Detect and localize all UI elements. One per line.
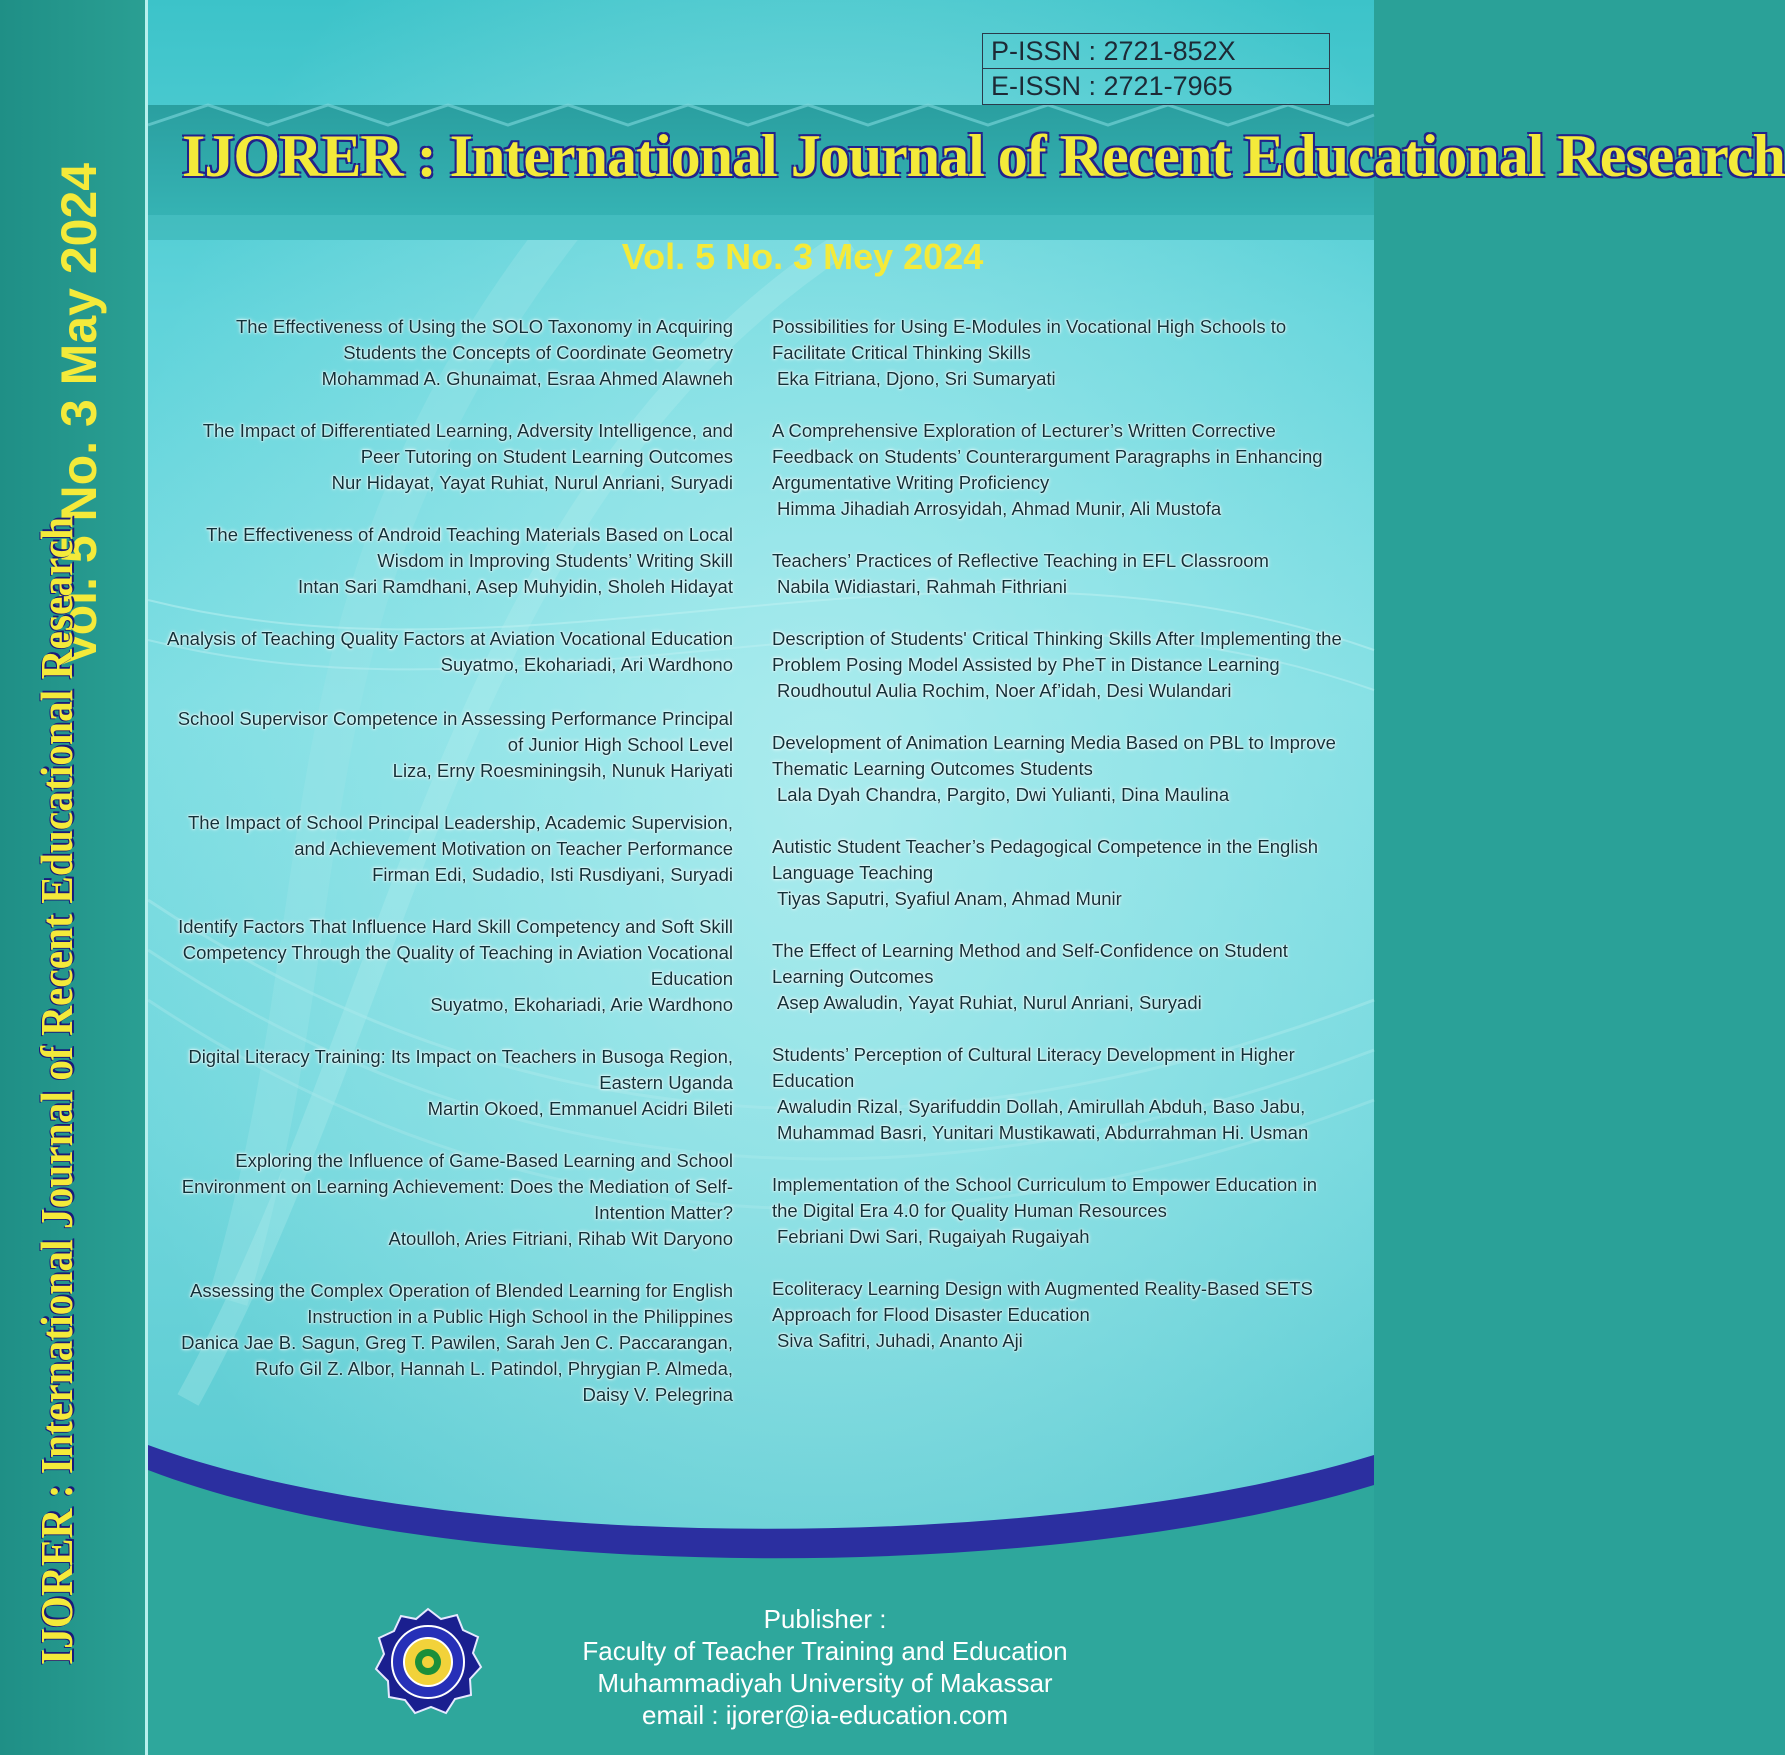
article-entry — [138, 914, 733, 1018]
article-entry — [138, 418, 733, 496]
article-authors: Febriani Dwi Sari, Rugaiyah Rugaiyah — [777, 1226, 1090, 1247]
article-title: Ecoliteracy Learning Design with Augmented Reality-Based SETS — [772, 1278, 1313, 1299]
issn-box — [982, 33, 1330, 105]
article-title: Autistic Student Teacher’s Pedagogical Competence in the English — [772, 836, 1319, 857]
article-authors: Daisy V. Pelegrina — [582, 1384, 733, 1405]
article-entry — [772, 1172, 1362, 1250]
article-entry — [138, 1148, 733, 1252]
article-title: Eastern Uganda — [599, 1072, 733, 1093]
article-title: Digital Literacy Training: Its Impact on Teachers in Busoga Region, — [188, 1046, 733, 1067]
article-title: the Digital Era 4.0 for Quality Human Resources — [772, 1200, 1167, 1221]
electronic-issn: E-ISSN : 2721-7965 — [983, 68, 1329, 103]
article-title: Approach for Flood Disaster Education — [772, 1304, 1090, 1325]
spine-title: IJORER : International Journal of Recent Educational Research — [31, 516, 82, 1665]
article-authors: Atoulloh, Aries Fitriani, Rihab Wit Daryono — [388, 1228, 733, 1249]
article-title: Assessing the Complex Operation of Blended Learning for English — [190, 1280, 733, 1301]
article-authors: Suyatmo, Ekohariadi, Ari Wardhono — [440, 654, 733, 675]
article-title: Implementation of the School Curriculum to Empower Education in — [772, 1174, 1317, 1195]
article-title: Exploring the Influence of Game-Based Learning and School — [235, 1150, 733, 1171]
article-authors: Nabila Widiastari, Rahmah Fithriani — [777, 576, 1067, 597]
article-title: Peer Tutoring on Student Learning Outcomes — [360, 446, 733, 467]
article-title: Students’ Perception of Cultural Literacy Development in Higher — [772, 1044, 1295, 1065]
article-entry — [138, 626, 733, 678]
article-authors: Martin Okoed, Emmanuel Acidri Bileti — [427, 1098, 733, 1119]
university-seal-icon — [373, 1607, 483, 1717]
article-title: The Impact of Differentiated Learning, Adversity Intelligence, and — [202, 420, 733, 441]
article-entry — [772, 418, 1362, 522]
article-authors: Mohammad A. Ghunaimat, Esraa Ahmed Alawneh — [321, 368, 733, 389]
print-issn: P-ISSN : 2721-852X — [991, 36, 1236, 66]
article-authors: Awaludin Rizal, Syarifuddin Dollah, Amirullah Abduh, Baso Jabu, — [777, 1096, 1306, 1117]
article-title: Possibilities for Using E-Modules in Vocational High Schools to — [772, 316, 1287, 337]
journal-title: IJORER : International Journal of Recent Educational Research — [182, 123, 1785, 189]
article-title: Competency Through the Quality of Teaching in Aviation Vocational — [182, 942, 733, 963]
article-authors: Asep Awaludin, Yayat Ruhiat, Nurul Anriani, Suryadi — [777, 992, 1202, 1013]
article-authors: Roudhoutul Aulia Rochim, Noer Af’idah, Desi Wulandari — [777, 680, 1232, 701]
article-authors: Liza, Erny Roesminingsih, Nunuk Hariyati — [392, 760, 733, 781]
article-title: Language Teaching — [772, 862, 934, 883]
article-entry — [138, 1044, 733, 1122]
article-title: Intention Matter? — [594, 1202, 733, 1223]
article-entry — [138, 706, 733, 784]
publisher-university: Muhammadiyah University of Makassar — [597, 1668, 1053, 1698]
article-title: A Comprehensive Exploration of Lecturer’s Written Corrective — [772, 420, 1276, 441]
article-title: The Effect of Learning Method and Self-Confidence on Student — [772, 940, 1288, 961]
publisher-email: email : ijorer@ia-education.com — [642, 1700, 1008, 1730]
article-authors: Tiyas Saputri, Syafiul Anam, Ahmad Munir — [777, 888, 1122, 909]
article-title: Description of Students' Critical Thinking Skills After Implementing the — [772, 628, 1342, 649]
article-title: Instruction in a Public High School in the Philippines — [307, 1306, 733, 1327]
article-authors: Lala Dyah Chandra, Pargito, Dwi Yulianti, Dina Maulina — [777, 784, 1230, 805]
article-title: The Impact of School Principal Leadership, Academic Supervision, — [187, 812, 733, 833]
article-entry — [138, 314, 733, 392]
article-authors: Danica Jae B. Sagun, Greg T. Pawilen, Sarah Jen C. Paccarangan, — [181, 1332, 733, 1353]
article-title: The Effectiveness of Using the SOLO Taxonomy in Acquiring — [235, 316, 733, 337]
article-title: Problem Posing Model Assisted by PheT in Distance Learning — [772, 654, 1280, 675]
article-entry — [772, 1042, 1362, 1146]
article-authors: Firman Edi, Sudadio, Isti Rusdiyani, Suryadi — [372, 864, 733, 885]
article-title: Thematic Learning Outcomes Students — [772, 758, 1093, 779]
publisher-faculty: Faculty of Teacher Training and Education — [582, 1636, 1068, 1666]
article-authors: Eka Fitriana, Djono, Sri Sumaryati — [777, 368, 1056, 389]
spine-volume: Vol. 5 No. 3 May 2024 — [51, 162, 107, 665]
article-title: Teachers’ Practices of Reflective Teaching in EFL Classroom — [772, 550, 1269, 571]
article-title: Identify Factors That Influence Hard Skill Competency and Soft Skill — [178, 916, 733, 937]
article-entry — [772, 730, 1362, 808]
article-title: Education — [650, 968, 733, 989]
article-authors: Rufo Gil Z. Albor, Hannah L. Patindol, Phrygian P. Almeda, — [255, 1358, 733, 1379]
article-title: of Junior High School Level — [507, 734, 733, 755]
article-entry — [772, 834, 1362, 912]
article-title: Argumentative Writing Proficiency — [772, 472, 1050, 493]
article-title: Learning Outcomes — [772, 966, 934, 987]
article-entry — [772, 314, 1362, 392]
article-authors: Siva Safitri, Juhadi, Ananto Aji — [777, 1330, 1023, 1351]
article-title: Facilitate Critical Thinking Skills — [772, 342, 1031, 363]
article-title: The Effectiveness of Android Teaching Materials Based on Local — [206, 524, 733, 545]
article-title: and Achievement Motivation on Teacher Performance — [294, 838, 733, 859]
article-entry — [772, 548, 1362, 600]
article-authors: Suyatmo, Ekohariadi, Arie Wardhono — [430, 994, 733, 1015]
article-entry — [138, 522, 733, 600]
article-title: School Supervisor Competence in Assessing Performance Principal — [177, 708, 733, 729]
article-title: Development of Animation Learning Media Based on PBL to Improve — [772, 732, 1336, 753]
article-entry — [772, 938, 1362, 1016]
article-title: Environment on Learning Achievement: Does the Mediation of Self- — [181, 1176, 733, 1197]
article-title: Wisdom in Improving Students’ Writing Skill — [377, 550, 733, 571]
article-entry — [138, 810, 733, 888]
article-entry — [138, 1278, 733, 1408]
article-title: Education — [772, 1070, 855, 1091]
article-title: Students the Concepts of Coordinate Geometry — [343, 342, 733, 363]
article-title: Analysis of Teaching Quality Factors at Aviation Vocational Education — [167, 628, 733, 649]
article-entry — [772, 1276, 1362, 1354]
article-authors: Nur Hidayat, Yayat Ruhiat, Nurul Anriani, Suryadi — [331, 472, 733, 493]
article-authors: Muhammad Basri, Yunitari Mustikawati, Abdurrahman Hi. Usman — [777, 1122, 1309, 1143]
publisher-info — [510, 1603, 1140, 1731]
article-authors: Himma Jihadiah Arrosyidah, Ahmad Munir, Ali Mustofa — [777, 498, 1222, 519]
article-entry — [772, 626, 1362, 704]
volume-issue: Vol. 5 No. 3 Mey 2024 — [621, 236, 984, 277]
article-authors: Intan Sari Ramdhani, Asep Muhyidin, Sholeh Hidayat — [297, 576, 733, 597]
publisher-label: Publisher : — [763, 1604, 887, 1634]
article-title: Feedback on Students’ Counterargument Paragraphs in Enhancing — [772, 446, 1323, 467]
